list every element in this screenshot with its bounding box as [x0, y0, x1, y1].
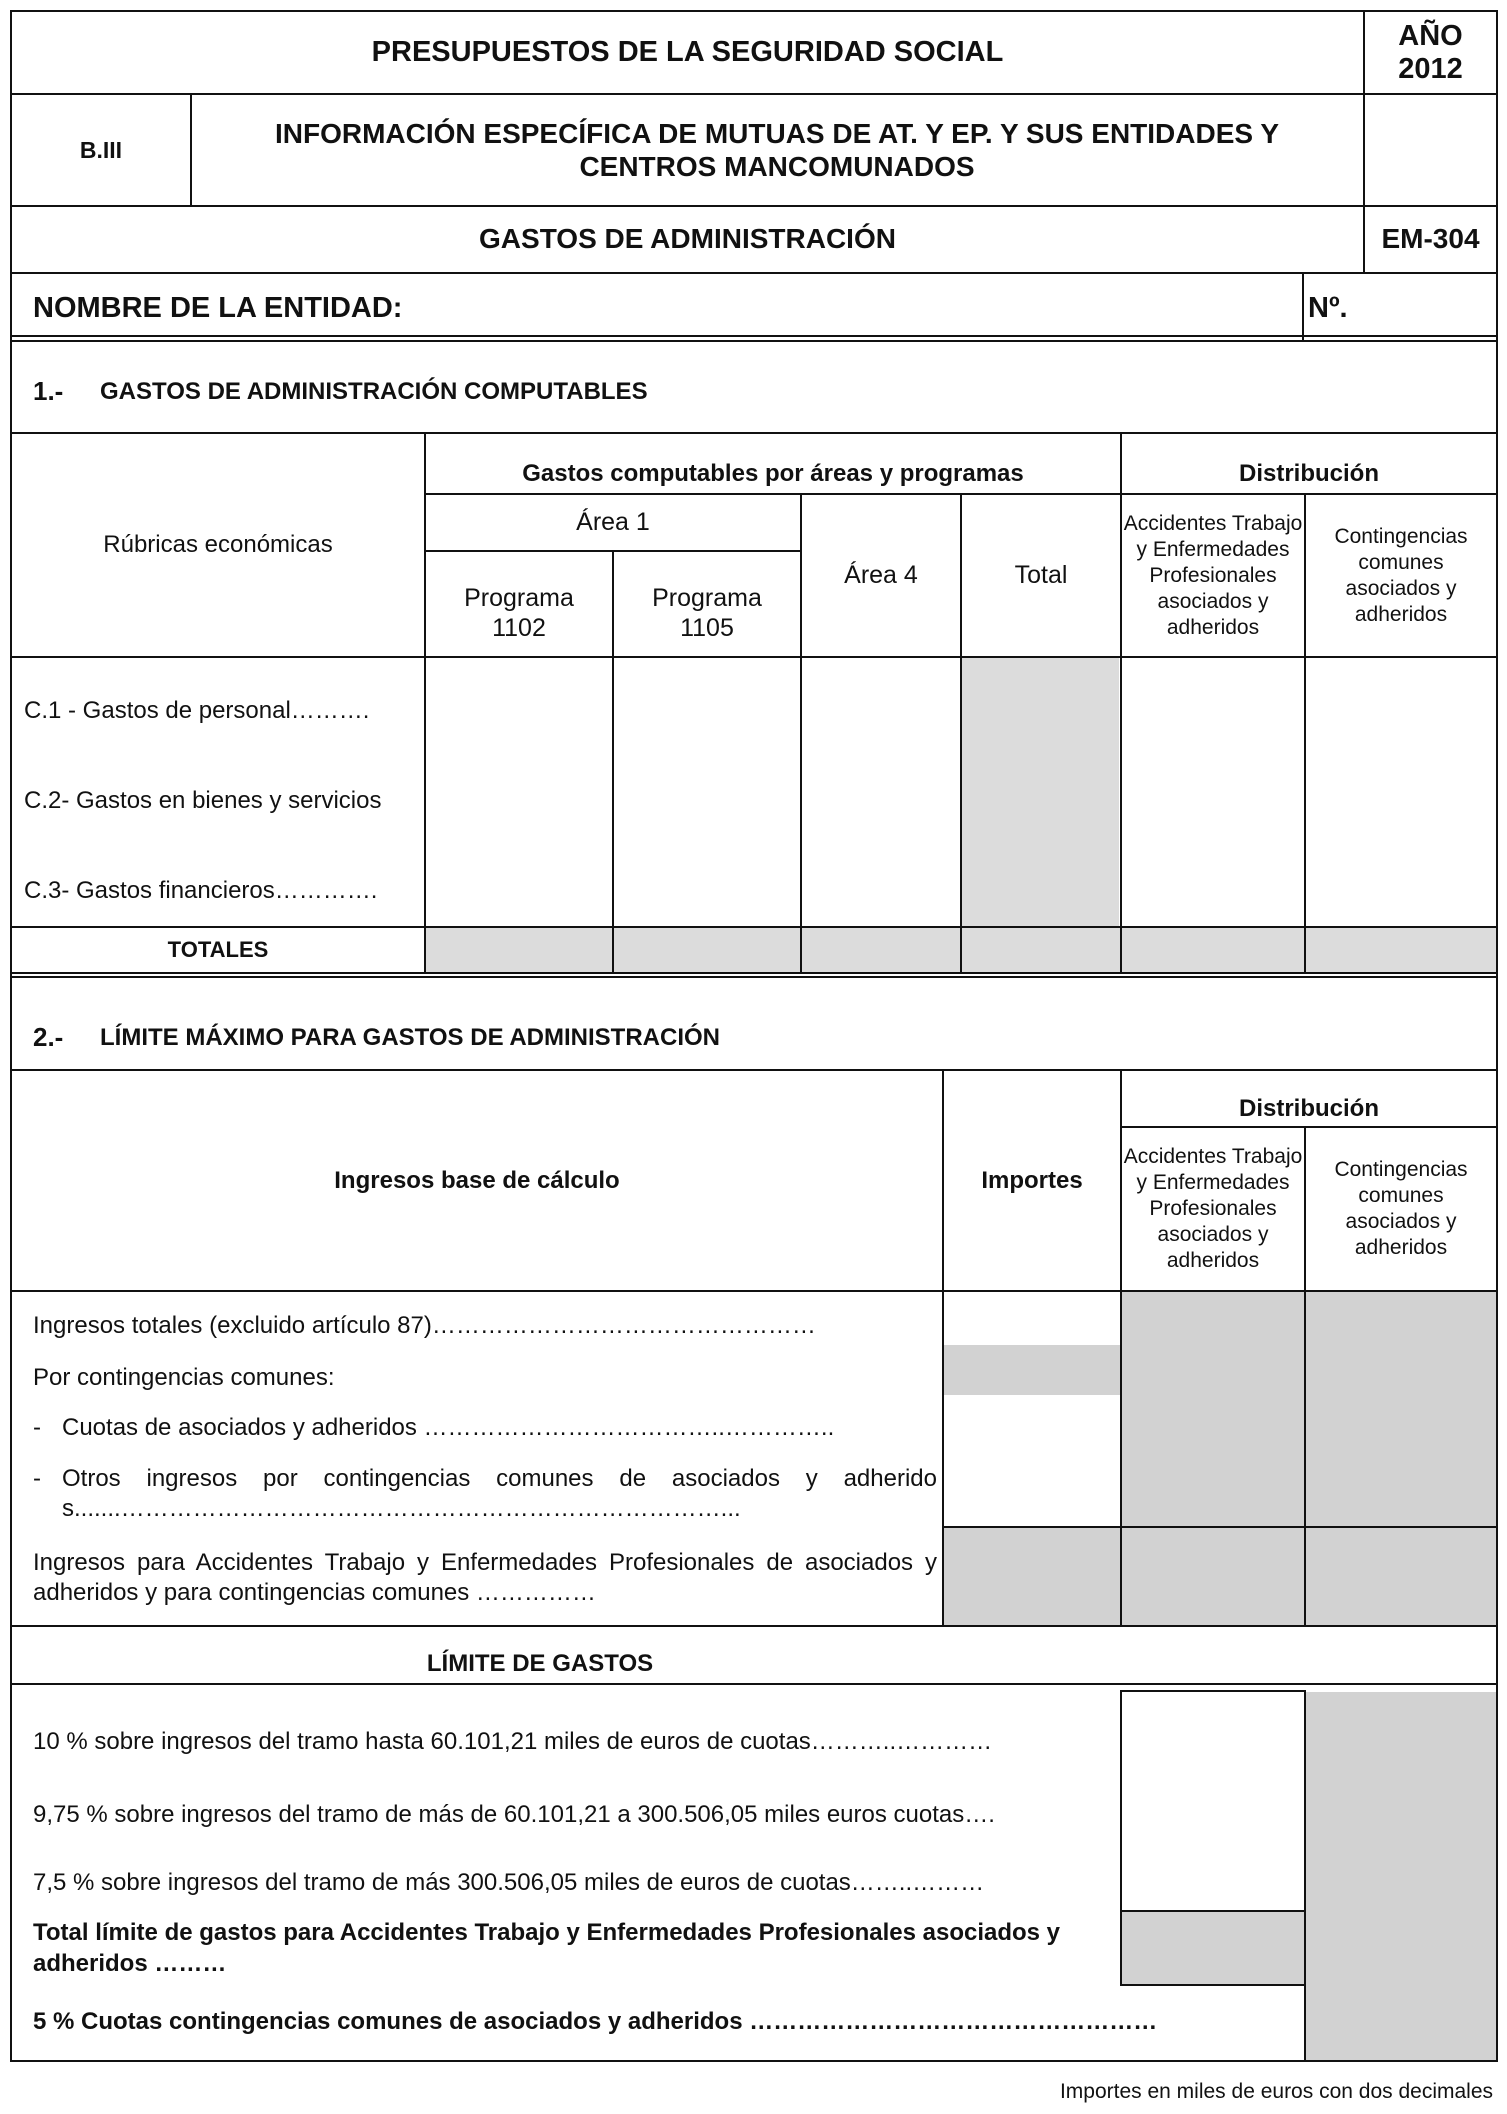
- form-code: EM-304: [1381, 223, 1480, 255]
- row-c3: C.3- Gastos financieros………….: [24, 877, 378, 904]
- col-at-2: Accidentes Trabajo y Enfermedades Profesionales asociados y adheridos: [1123, 1145, 1303, 1272]
- row-ingresos-totales: Ingresos totales (excluido artículo 87)…………………………………………: [33, 1312, 816, 1339]
- limite-row-975: 9,75 % sobre ingresos del tramo de más de 60.101,21 a 300.506,05 miles euros cuotas….: [33, 1801, 995, 1828]
- col-cc: Contingencias comunes asociados y adheridos: [1334, 524, 1468, 626]
- col-cc-2: Contingencias comunes asociados y adheridos: [1334, 1158, 1468, 1259]
- row-otros: Otros ingresos por contingencias comunes de asociados y adheridos.......…………………………………………………………………...: [62, 1465, 937, 1522]
- footer-note: Importes en miles de euros con dos decimales: [1059, 2080, 1493, 2103]
- col-importes: Importes: [981, 1166, 1083, 1194]
- year-cell: [1365, 12, 1496, 93]
- section-2-title: LÍMITE MÁXIMO PARA GASTOS DE ADMINISTRACIÓN: [100, 1024, 721, 1051]
- col-prog1105: Programa 1105: [652, 584, 762, 642]
- row-cuotas-dash: -: [33, 1414, 41, 1441]
- form-title: GASTOS DE ADMINISTRACIÓN: [479, 223, 896, 255]
- document-title: PRESUPUESTOS DE LA SEGURIDAD SOCIAL: [371, 35, 1004, 68]
- col-area1: Área 1: [576, 508, 650, 537]
- limite-row-75: 7,5 % sobre ingresos del tramo de más 300.506,05 miles de euros de cuotas……..………: [33, 1869, 985, 1896]
- row-at-cc: Ingresos para Accidentes Trabajo y Enfermedades Profesionales de asociados y adheridos y para contingencias comunes ……………: [33, 1549, 937, 1606]
- col-group-gastos: Gastos computables por áreas y programas: [522, 460, 1024, 488]
- section-code: B.III: [79, 136, 123, 163]
- col-rubricas: Rúbricas económicas: [103, 531, 333, 559]
- col-ingresos: Ingresos base de cálculo: [334, 1166, 620, 1194]
- entity-number-label: Nº.: [1308, 292, 1348, 324]
- totals-label: TOTALES: [167, 937, 269, 963]
- col-prog1102: Programa 1102: [464, 584, 574, 642]
- row-c1: C.1 - Gastos de personal……….: [24, 697, 370, 724]
- row-cuotas: Cuotas de asociados y adheridos ………………………………..…………..: [62, 1414, 835, 1441]
- col-total: Total: [1014, 561, 1068, 590]
- section-1-number: 1.-: [33, 376, 64, 406]
- col-group-distribucion: Distribución: [1238, 460, 1379, 488]
- col-distribucion: Distribución: [1238, 1095, 1379, 1123]
- year-label: AÑO: [1398, 19, 1463, 52]
- col-at: Accidentes Trabajo y Enfermedades Profesionales asociados y adheridos: [1123, 511, 1303, 639]
- entity-name-label: NOMBRE DE LA ENTIDAD:: [33, 292, 403, 324]
- document-subtitle: INFORMACIÓN ESPECÍFICA DE MUTUAS DE AT. Y EP. Y SUS ENTIDADES Y CENTROS MANCOMUNADOS: [274, 118, 1280, 182]
- col-area4: Área 4: [844, 561, 918, 590]
- row-otros-dash: -: [33, 1465, 41, 1492]
- year-value: 2012: [1398, 52, 1463, 85]
- section-2-number: 2.-: [33, 1022, 64, 1052]
- cuotas-cc-5-label: 5 % Cuotas contingencias comunes de asociados y adheridos ……………………………………………: [33, 2008, 1158, 2035]
- section-1-title: GASTOS DE ADMINISTRACIÓN COMPUTABLES: [100, 378, 648, 405]
- limite-row-10: 10 % sobre ingresos del tramo hasta 60.101,21 miles de euros de cuotas………..…………: [33, 1728, 993, 1755]
- limite-gastos-title: LÍMITE DE GASTOS: [426, 1650, 654, 1678]
- total-limite-label: Total límite de gastos para Accidentes Trabajo y Enfermedades Profesionales asociados y adheridos ………: [33, 1919, 1061, 1977]
- row-c2: C.2- Gastos en bienes y servicios: [24, 787, 382, 814]
- row-cc-header: Por contingencias comunes:: [33, 1364, 335, 1391]
